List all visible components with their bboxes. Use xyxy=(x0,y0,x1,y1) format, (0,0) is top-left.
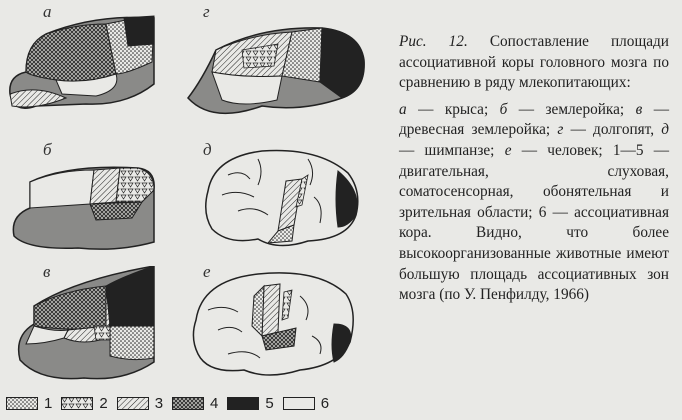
solid-black-swatch xyxy=(227,397,259,410)
legend-number: 3 xyxy=(154,394,164,412)
caption-text-a: — крыса; xyxy=(418,100,489,118)
legend-number: 4 xyxy=(210,394,219,412)
brain-v-tree-shrew xyxy=(14,266,159,386)
brain-d-chimpanzee xyxy=(198,145,363,253)
figure-number: Рис. 12. xyxy=(399,33,468,50)
crosshatch-pattern-swatch xyxy=(172,397,204,410)
caption-text-e: — человек; xyxy=(521,141,603,159)
legend-item xyxy=(117,395,163,412)
figure-caption xyxy=(399,32,669,306)
panel-label-d: д xyxy=(203,140,212,159)
caption-key-b: б xyxy=(499,100,508,118)
caption-body xyxy=(399,100,669,306)
legend-number: 2 xyxy=(99,394,108,412)
legend-number: 5 xyxy=(265,394,274,412)
brain-g-tarsier xyxy=(182,20,367,128)
caption-text-d: — шимпанзе; xyxy=(399,141,495,159)
legend xyxy=(6,392,378,414)
panel-label-a: а xyxy=(43,2,52,21)
caption-key-e: е xyxy=(504,141,512,159)
caption-title: Сопоставление площади ассоциативной коры головного мозга по сравнению в ряду млекопитающих: xyxy=(399,33,669,92)
triangles-pattern-swatch xyxy=(61,397,93,410)
diagonal-lines-pattern-swatch xyxy=(117,397,149,410)
caption-key-a: а xyxy=(399,100,407,118)
legend-item xyxy=(172,395,218,412)
legend-item xyxy=(6,395,52,412)
brain-e-human xyxy=(188,266,358,384)
legend-item xyxy=(227,395,273,412)
caption-key-d: д xyxy=(661,121,669,139)
caption-text-g: — долгопят, xyxy=(570,121,655,139)
caption-key-v: в xyxy=(635,100,643,118)
caption-text-b: — землеройка; xyxy=(518,100,625,118)
panel-label-b: б xyxy=(43,140,52,159)
brain-a-rat xyxy=(6,14,156,126)
caption-key-g: г xyxy=(557,121,564,139)
legend-item xyxy=(61,395,107,412)
brain-b-shrew xyxy=(8,158,158,253)
caption-text-v: — древесная землеройка; xyxy=(399,100,669,139)
dots-pattern-swatch xyxy=(6,397,38,410)
panel-label-e: е xyxy=(203,262,211,281)
legend-number: 1 xyxy=(44,394,53,412)
panel-label-v: в xyxy=(43,262,51,281)
legend-item xyxy=(283,395,329,412)
blank-swatch xyxy=(283,397,315,410)
panel-label-g: г xyxy=(203,2,210,21)
caption-rest: 1—5 — двигательная, слуховая, соматосенсорная, обонятельная и зрительная области; 6 — ассоциативная кора. Видно, что более высокоорганизованные животные имеют большую площадь ассоциативных зон мозга (по У. Пенфилду, 1966) xyxy=(399,141,670,304)
legend-number: 6 xyxy=(320,394,330,412)
